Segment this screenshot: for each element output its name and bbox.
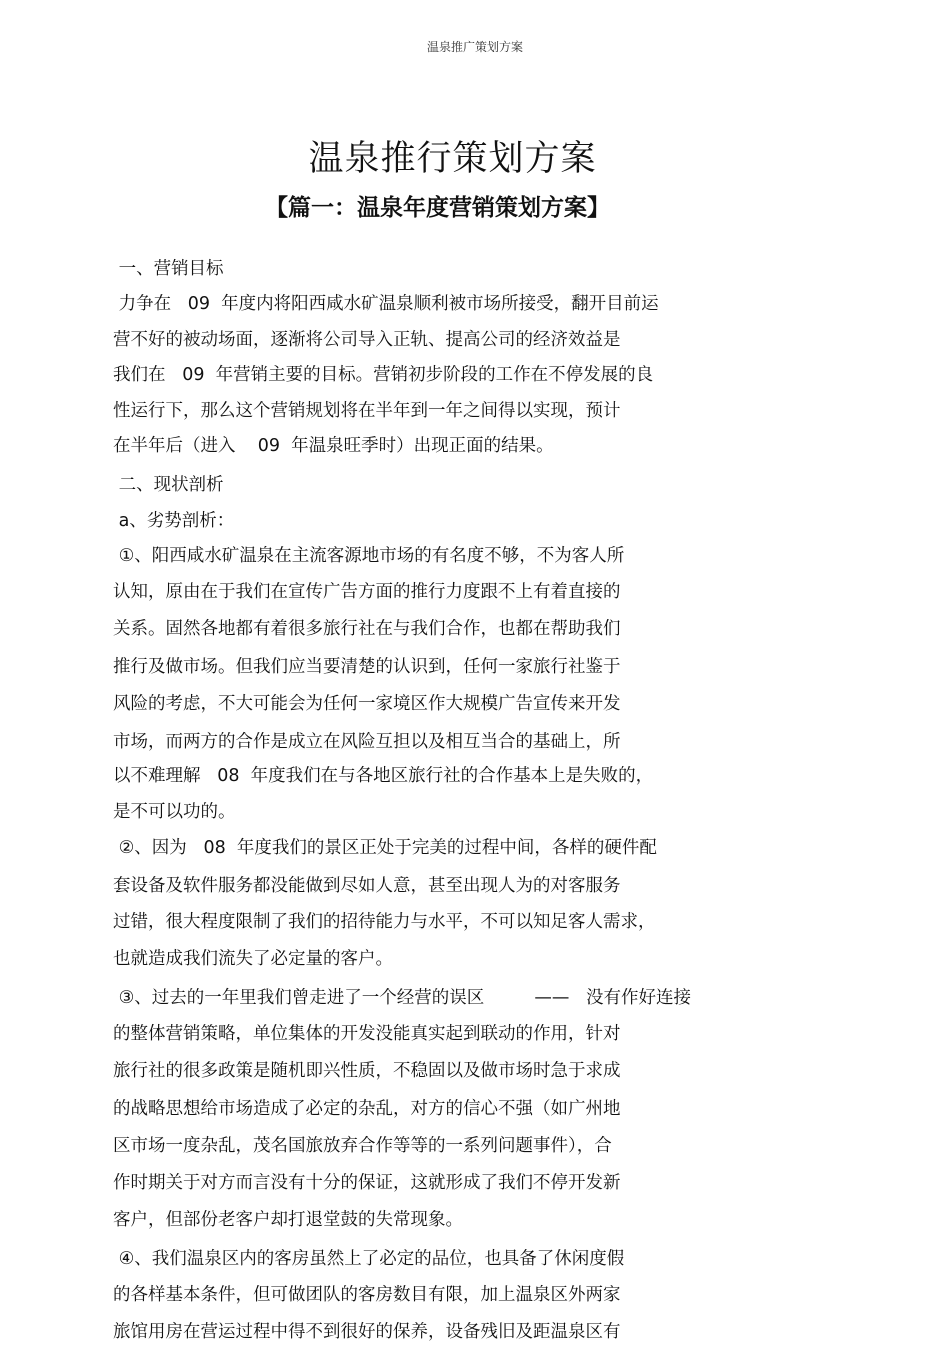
paragraph-line: 是不可以功的。: [113, 802, 236, 822]
paragraph-line: 客户，但部份老客户却打退堂鼓的失常现象。: [113, 1210, 463, 1230]
paragraph-line: ④、我们温泉区内的客房虽然上了必定的品位，也具备了休闲度假: [113, 1249, 625, 1269]
paragraph-line: 的战略思想给市场造成了必定的杂乱，对方的信心不强（如广州地: [113, 1099, 621, 1119]
subsection-heading-weakness: a、劣势剖析：: [113, 511, 235, 531]
paragraph-line: 关系。固然各地都有着很多旅行社在与我们合作，也都在帮助我们: [113, 619, 621, 639]
section-heading-status-analysis: 二、现状剖析: [113, 475, 224, 495]
paragraph-line: 风险的考虑，不大可能会为任何一家境区作大规模广告宣传来开发: [113, 694, 621, 714]
paragraph-line: 也就造成我们流失了必定量的客户。: [113, 949, 393, 969]
paragraph-line: 作时期关于对方而言没有十分的保证，这就形成了我们不停开发新: [113, 1173, 621, 1193]
paragraph-line: 的各样基本条件，但可做团队的客房数目有限，加上温泉区外两家: [113, 1285, 621, 1305]
paragraph-line: 在半年后（进入 09 年温泉旺季时）出现正面的结果。: [113, 436, 554, 456]
paragraph-line: 推行及做市场。但我们应当要清楚的认识到，任何一家旅行社鉴于: [113, 657, 621, 677]
paragraph-line: 营不好的被动场面，逐渐将公司导入正轨、提高公司的经济效益是: [113, 330, 621, 350]
paragraph-line: 套设备及软件服务都没能做到尽如人意，甚至出现人为的对客服务: [113, 876, 621, 896]
running-header: 温泉推广策划方案: [426, 40, 523, 54]
paragraph-line: 过错，很大程度限制了我们的招待能力与水平，不可以知足客人需求，: [113, 912, 656, 932]
document-title: 温泉推行策划方案: [308, 139, 597, 179]
paragraph-line: ③、过去的一年里我们曾走进了一个经营的误区 —— 没有作好连接: [113, 988, 692, 1008]
section-heading-marketing-goal: 一、营销目标: [113, 259, 224, 279]
paragraph-line: 区市场一度杂乱，茂名国旅放弃合作等等的一系列问题事件），合: [113, 1136, 612, 1156]
paragraph-line: 认知，原由在于我们在宣传广告方面的推行力度跟不上有着直接的: [113, 582, 621, 602]
paragraph-line: 市场，而两方的合作是成立在风险互担以及相互当合的基础上，所: [113, 732, 621, 752]
paragraph-line: 以不难理解 08 年度我们在与各地区旅行社的合作基本上是失败的，: [113, 766, 654, 786]
paragraph-line: 的整体营销策略，单位集体的开发没能真实起到联动的作用，针对: [113, 1024, 621, 1044]
paragraph-line: 我们在 09 年营销主要的目标。营销初步阶段的工作在不停发展的良: [113, 365, 654, 385]
paragraph-line: ①、阳西咸水矿温泉在主流客源地市场的有名度不够，不为客人所: [113, 546, 625, 566]
paragraph-line: 力争在 09 年度内将阳西咸水矿温泉顺利被市场所接受，翻开目前运: [113, 294, 659, 314]
paragraph-line: 旅行社的很多政策是随机即兴性质，不稳固以及做市场时急于求成: [113, 1061, 621, 1081]
paragraph-line: 旅馆用房在营运过程中得不到很好的保养，设备残旧及距温泉区有: [113, 1322, 621, 1342]
paragraph-line: 性运行下，那么这个营销规划将在半年到一年之间得以实现，预计: [113, 401, 621, 421]
paragraph-line: ②、因为 08 年度我们的景区正处于完美的过程中间，各样的硬件配: [113, 838, 657, 858]
document-subtitle: 【篇一：温泉年度营销策划方案】: [265, 195, 610, 221]
